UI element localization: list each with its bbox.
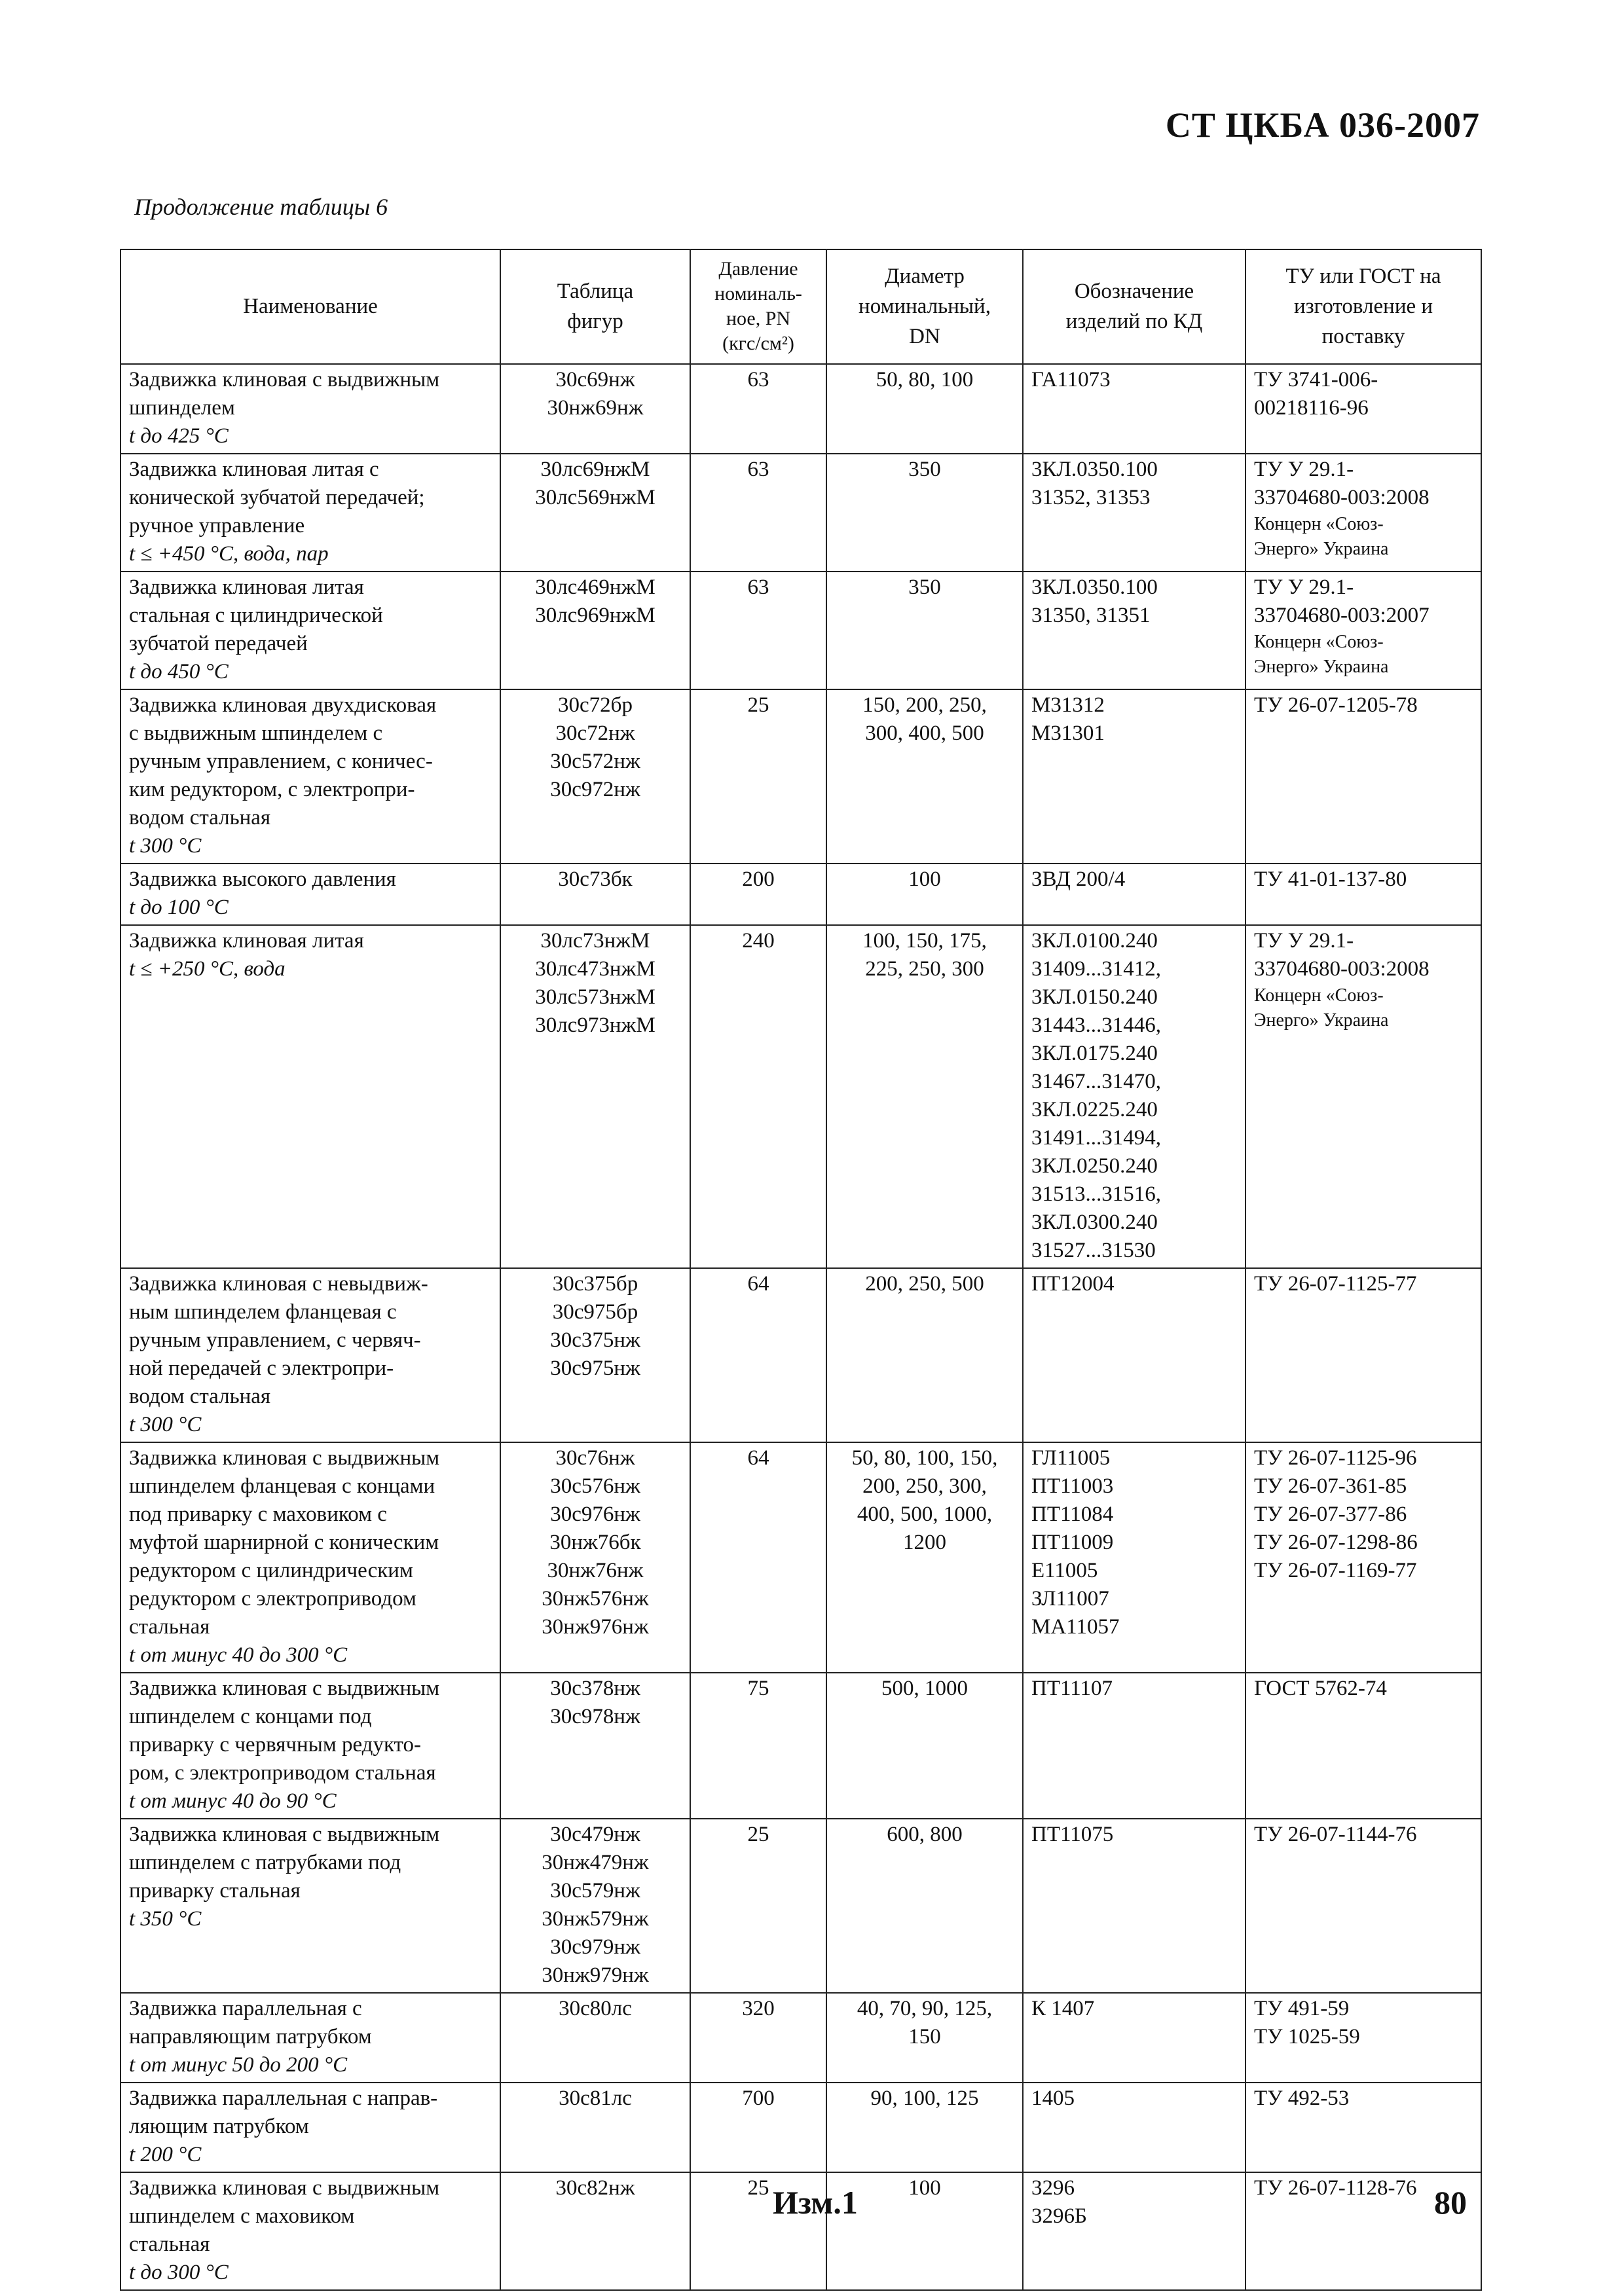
temperature-condition: t ≤ +250 °C, вода xyxy=(129,957,286,981)
cell-name-line: Задвижка клиновая с выдвижным xyxy=(129,368,440,392)
cell-diameter xyxy=(826,864,1023,925)
cell-tu-line: ТУ У 29.1- xyxy=(1254,575,1354,599)
cell-tu-line: ТУ 26-07-1169-77 xyxy=(1254,1559,1417,1582)
temperature-condition: t до 100 °C xyxy=(129,896,229,919)
cell-diameter xyxy=(826,364,1023,454)
cell-pressure xyxy=(690,864,826,925)
cell-name-line: Задвижка параллельная с направ- xyxy=(129,2086,438,2110)
cell-diameter xyxy=(826,454,1023,572)
temperature-condition: t 200 °C xyxy=(129,2143,202,2166)
cell-figures-line: 30с81лс xyxy=(559,2086,632,2110)
cell-name xyxy=(120,689,500,864)
cell-pressure-value: 25 xyxy=(747,2176,769,2200)
cell-designation xyxy=(1023,364,1246,454)
cell-name xyxy=(120,572,500,689)
cell-designation-line: 1405 xyxy=(1031,2086,1075,2110)
cell-figures-line: 30с975бр xyxy=(552,1300,638,1324)
cell-tu-gost xyxy=(1246,1819,1481,1993)
cell-figures-line: 30лс473нжМ xyxy=(535,957,655,981)
cell-designation xyxy=(1023,2083,1246,2172)
cell-figures-line: 30с975нж xyxy=(550,1357,640,1380)
cell-tu-line: ТУ 26-07-1298-86 xyxy=(1254,1531,1418,1554)
cell-tu-gost xyxy=(1246,864,1481,925)
cell-designation xyxy=(1023,1993,1246,2083)
cell-designation xyxy=(1023,2172,1246,2290)
cell-designation-line: 3КЛ.0250.240 xyxy=(1031,1154,1158,1178)
cell-figures-line: 30лс73нжМ xyxy=(540,929,650,953)
cell-tu-line: ТУ У 29.1- xyxy=(1254,458,1354,481)
cell-tu-gost xyxy=(1246,1268,1481,1442)
cell-figures-line: 30с69нж xyxy=(555,368,635,392)
cell-tu-gost xyxy=(1246,1673,1481,1819)
page-number: 80 xyxy=(1434,2184,1467,2221)
cell-name-line: Задвижка клиновая с невыдвиж- xyxy=(129,1272,428,1296)
cell-tu-gost xyxy=(1246,572,1481,689)
cell-diameter-line: 600, 800 xyxy=(887,1823,963,1846)
cell-figures xyxy=(500,454,690,572)
cell-figures-line: 30с82нж xyxy=(555,2176,635,2200)
cell-tu-line: ТУ 26-07-1205-78 xyxy=(1254,693,1418,717)
cell-pressure-value: 320 xyxy=(742,1997,775,2020)
cell-designation-line: Е11005 xyxy=(1031,1559,1098,1582)
cell-figures-line: 30нж576нж xyxy=(542,1587,649,1611)
cell-name-line: стальная с цилиндрической xyxy=(129,604,383,627)
cell-figures xyxy=(500,1819,690,1993)
cell-tu-line: ТУ 26-07-1128-76 xyxy=(1254,2176,1417,2200)
cell-name-line: ручным управлением, с червяч- xyxy=(129,1328,421,1352)
cell-pressure xyxy=(690,1442,826,1673)
cell-figures xyxy=(500,572,690,689)
column-header-tu-gost: ТУ или ГОСТ на изготовление и поставку xyxy=(1246,249,1481,364)
revision-label: Изм.1 xyxy=(773,2184,858,2221)
cell-figures xyxy=(500,1442,690,1673)
cell-figures-line: 30нж76нж xyxy=(547,1559,644,1582)
column-header-designation: Обозначение изделий по КД xyxy=(1023,249,1246,364)
table-row xyxy=(120,925,1481,1268)
cell-figures-line: 30с375бр xyxy=(552,1272,638,1296)
cell-pressure-value: 64 xyxy=(747,1272,769,1296)
cell-designation xyxy=(1023,1268,1246,1442)
cell-figures-line: 30с972нж xyxy=(550,778,640,801)
cell-designation xyxy=(1023,864,1246,925)
cell-name-line: зубчатой передачей xyxy=(129,632,308,655)
cell-pressure-value: 25 xyxy=(747,1823,769,1846)
temperature-condition: t до 300 °C xyxy=(129,2261,229,2284)
cell-diameter xyxy=(826,1819,1023,1993)
temperature-condition: t 300 °C xyxy=(129,834,202,858)
cell-designation-line: 3КЛ.0350.100 xyxy=(1031,575,1158,599)
cell-name-line: стальная xyxy=(129,1615,210,1639)
cell-diameter-line: 150, 200, 250, xyxy=(862,693,987,717)
table-header-row xyxy=(120,249,1481,364)
cell-figures-line: 30нж979нж xyxy=(542,1963,649,1987)
cell-designation-line: 31513...31516, xyxy=(1031,1182,1161,1206)
cell-figures xyxy=(500,1673,690,1819)
cell-diameter-line: 50, 80, 100 xyxy=(876,368,974,392)
cell-designation-line: М31312 xyxy=(1031,693,1105,717)
cell-diameter xyxy=(826,689,1023,864)
cell-diameter xyxy=(826,1442,1023,1673)
column-header-name: Наименование xyxy=(120,249,500,364)
cell-designation-line: 3КЛ.0150.240 xyxy=(1031,985,1158,1009)
table-row xyxy=(120,2083,1481,2172)
cell-name-line: Задвижка клиновая с выдвижным xyxy=(129,1446,440,1470)
column-header-figure-table: Таблица фигур xyxy=(500,249,690,364)
cell-designation-line: МА11057 xyxy=(1031,1615,1120,1639)
temperature-condition: t от минус 40 до 300 °C xyxy=(129,1643,348,1667)
cell-diameter-line: 100 xyxy=(908,867,941,891)
cell-designation-line: ГА11073 xyxy=(1031,368,1111,392)
cell-designation-line: ГЛ11005 xyxy=(1031,1446,1111,1470)
cell-figures-line: 30с976нж xyxy=(550,1503,640,1526)
cell-designation-line: 3КЛ.0350.100 xyxy=(1031,458,1158,481)
cell-designation-line: 3296 xyxy=(1031,2176,1075,2200)
cell-diameter-line: 350 xyxy=(908,575,941,599)
temperature-condition: t от минус 40 до 90 °C xyxy=(129,1789,337,1813)
cell-figures-line: 30с72нж xyxy=(555,721,635,745)
cell-name-line: шпинделем с маховиком xyxy=(129,2204,355,2228)
cell-name-line: шпинделем с концами под xyxy=(129,1705,372,1728)
cell-figures-line: 30с73бк xyxy=(558,867,633,891)
table-row xyxy=(120,1993,1481,2083)
cell-tu-gost xyxy=(1246,925,1481,1268)
cell-tu-line: ТУ 1025-59 xyxy=(1254,2025,1360,2049)
cell-figures-line: 30с80лс xyxy=(559,1997,632,2020)
cell-tu-manufacturer: Энерго» Украина xyxy=(1254,539,1389,559)
cell-figures xyxy=(500,2172,690,2290)
cell-figures-line: 30с72бр xyxy=(558,693,633,717)
cell-designation-line: К 1407 xyxy=(1031,1997,1095,2020)
cell-name-line: приварку с червячным редукто- xyxy=(129,1733,422,1757)
cell-figures-line: 30с375нж xyxy=(550,1328,640,1352)
cell-diameter-line: 1200 xyxy=(903,1531,946,1554)
cell-pressure-value: 700 xyxy=(742,2086,775,2110)
cell-designation-line: ЗВД 200/4 xyxy=(1031,867,1126,891)
cell-diameter-line: 500, 1000 xyxy=(881,1677,968,1700)
cell-pressure-value: 200 xyxy=(742,867,775,891)
cell-name-line: муфтой шарнирной с коническим xyxy=(129,1531,439,1554)
cell-tu-gost xyxy=(1246,1442,1481,1673)
cell-name-line: Задвижка параллельная с xyxy=(129,1997,362,2020)
cell-pressure xyxy=(690,364,826,454)
cell-tu-gost xyxy=(1246,454,1481,572)
cell-name-line: шпинделем xyxy=(129,396,235,420)
cell-designation-line: ЗЛ11007 xyxy=(1031,1587,1109,1611)
cell-name xyxy=(120,364,500,454)
cell-diameter xyxy=(826,1993,1023,2083)
cell-figures-line: 30нж579нж xyxy=(542,1907,649,1931)
cell-pressure xyxy=(690,1268,826,1442)
cell-name-line: ручным управлением, с коничес- xyxy=(129,750,433,773)
cell-name xyxy=(120,2083,500,2172)
cell-name xyxy=(120,925,500,1268)
cell-name-line: Задвижка высокого давления xyxy=(129,867,396,891)
cell-designation-line: 3КЛ.0300.240 xyxy=(1031,1211,1158,1234)
table-row xyxy=(120,1268,1481,1442)
cell-designation-line: ПТ12004 xyxy=(1031,1272,1115,1296)
cell-figures-line: 30с978нж xyxy=(550,1705,640,1728)
cell-pressure-value: 25 xyxy=(747,693,769,717)
cell-pressure xyxy=(690,1819,826,1993)
cell-figures-line: 30лс69нжМ xyxy=(540,458,650,481)
cell-designation xyxy=(1023,1673,1246,1819)
cell-diameter-line: 150 xyxy=(908,2025,941,2049)
table-body xyxy=(120,364,1481,2290)
cell-tu-manufacturer: Концерн «Союз- xyxy=(1254,514,1384,534)
cell-name xyxy=(120,2172,500,2290)
cell-figures xyxy=(500,1268,690,1442)
table-row xyxy=(120,454,1481,572)
cell-figures-line: 30с76нж xyxy=(555,1446,635,1470)
cell-name-line: приварку стальная xyxy=(129,1879,301,1903)
cell-figures-line: 30нж479нж xyxy=(542,1851,649,1874)
cell-name-line: Задвижка клиновая литая с xyxy=(129,458,379,481)
cell-name-line: под приварку с маховиком с xyxy=(129,1503,387,1526)
cell-designation-line: М31301 xyxy=(1031,721,1105,745)
cell-pressure xyxy=(690,1673,826,1819)
cell-designation xyxy=(1023,1442,1246,1673)
cell-designation-line: 31491...31494, xyxy=(1031,1126,1161,1150)
cell-pressure-value: 63 xyxy=(747,575,769,599)
cell-diameter xyxy=(826,1673,1023,1819)
table-continuation-caption: Продолжение таблицы 6 xyxy=(134,194,388,220)
cell-name-line: ром, с электроприводом стальная xyxy=(129,1761,436,1785)
cell-tu-line: ТУ 26-07-377-86 xyxy=(1254,1503,1407,1526)
cell-tu-gost xyxy=(1246,364,1481,454)
cell-figures xyxy=(500,364,690,454)
cell-designation-line: ПТ11107 xyxy=(1031,1677,1113,1700)
temperature-condition: t до 425 °C xyxy=(129,424,229,448)
cell-tu-line: ТУ 491-59 xyxy=(1254,1997,1350,2020)
cell-pressure-value: 75 xyxy=(747,1677,769,1700)
column-header-pressure: Давление номиналь- ное, PN (кгс/см²) xyxy=(690,249,826,364)
cell-name xyxy=(120,1268,500,1442)
temperature-condition: t 350 °C xyxy=(129,1907,202,1931)
cell-figures-line: 30лс573нжМ xyxy=(535,985,655,1009)
cell-tu-gost xyxy=(1246,2083,1481,2172)
cell-tu-line: ТУ 3741-006- xyxy=(1254,368,1378,392)
cell-name-line: редуктором с электроприводом xyxy=(129,1587,416,1611)
cell-figures xyxy=(500,925,690,1268)
cell-name-line: с выдвижным шпинделем с xyxy=(129,721,383,745)
valves-table xyxy=(120,249,1482,2291)
cell-tu-manufacturer: Энерго» Украина xyxy=(1254,657,1389,677)
cell-pressure xyxy=(690,689,826,864)
cell-pressure xyxy=(690,572,826,689)
cell-tu-gost xyxy=(1246,1993,1481,2083)
cell-pressure xyxy=(690,1993,826,2083)
cell-figures xyxy=(500,1993,690,2083)
cell-diameter-line: 300, 400, 500 xyxy=(865,721,984,745)
cell-name-line: шпинделем с патрубками под xyxy=(129,1851,401,1874)
cell-tu-line: ТУ 41-01-137-80 xyxy=(1254,867,1407,891)
cell-pressure-value: 63 xyxy=(747,368,769,392)
cell-tu-line: ТУ У 29.1- xyxy=(1254,929,1354,953)
cell-name-line: водом стальная xyxy=(129,1385,271,1408)
cell-figures-line: 30лс569нжМ xyxy=(535,486,655,509)
cell-figures xyxy=(500,864,690,925)
cell-name-line: редуктором с цилиндрическим xyxy=(129,1559,413,1582)
cell-pressure-value: 240 xyxy=(742,929,775,953)
cell-name-line: Задвижка клиновая литая xyxy=(129,929,364,953)
cell-designation-line: 3КЛ.0225.240 xyxy=(1031,1098,1158,1121)
temperature-condition: t до 450 °C xyxy=(129,660,229,683)
cell-figures-line: 30лс973нжМ xyxy=(535,1013,655,1037)
cell-name xyxy=(120,454,500,572)
temperature-condition: t 300 °C xyxy=(129,1413,202,1436)
cell-diameter-line: 90, 100, 125 xyxy=(870,2086,979,2110)
cell-figures-line: 30нж976нж xyxy=(542,1615,649,1639)
cell-name-line: ным шпинделем фланцевая с xyxy=(129,1300,397,1324)
table-row xyxy=(120,364,1481,454)
cell-name-line: водом стальная xyxy=(129,806,271,829)
cell-diameter xyxy=(826,2083,1023,2172)
cell-designation xyxy=(1023,689,1246,864)
table-row xyxy=(120,1673,1481,1819)
cell-name-line: ким редуктором, с электропри- xyxy=(129,778,415,801)
cell-pressure xyxy=(690,454,826,572)
cell-designation-line: 3КЛ.0175.240 xyxy=(1031,1042,1158,1065)
cell-figures-line: 30нж69нж xyxy=(547,396,644,420)
column-header-diameter: Диаметр номинальный, DN xyxy=(826,249,1023,364)
cell-tu-manufacturer: Концерн «Союз- xyxy=(1254,985,1384,1006)
cell-designation-line: 3296Б xyxy=(1031,2204,1087,2228)
cell-pressure xyxy=(690,925,826,1268)
cell-figures-line: 30нж76бк xyxy=(549,1531,641,1554)
cell-figures xyxy=(500,2083,690,2172)
cell-diameter-line: 50, 80, 100, 150, xyxy=(851,1446,998,1470)
cell-diameter-line: 225, 250, 300 xyxy=(865,957,984,981)
table-row xyxy=(120,864,1481,925)
cell-diameter xyxy=(826,925,1023,1268)
cell-designation-line: 3КЛ.0100.240 xyxy=(1031,929,1158,953)
cell-tu-line: ТУ 492-53 xyxy=(1254,2086,1350,2110)
cell-name-line: ручное управление xyxy=(129,514,305,538)
cell-diameter-line: 40, 70, 90, 125, xyxy=(857,1997,993,2020)
cell-diameter-line: 100 xyxy=(908,2176,941,2200)
cell-diameter-line: 200, 250, 500 xyxy=(865,1272,984,1296)
cell-name-line: направляющим патрубком xyxy=(129,2025,372,2049)
cell-name xyxy=(120,1993,500,2083)
cell-name-line: Задвижка клиновая с выдвижным xyxy=(129,2176,440,2200)
cell-tu-line: ТУ 26-07-1125-96 xyxy=(1254,1446,1417,1470)
temperature-condition: t ≤ +450 °C, вода, пар xyxy=(129,542,329,566)
cell-designation-line: 31467...31470, xyxy=(1031,1070,1161,1093)
cell-name-line: шпинделем фланцевая с концами xyxy=(129,1474,435,1498)
cell-diameter-line: 200, 250, 300, xyxy=(862,1474,987,1498)
cell-pressure xyxy=(690,2083,826,2172)
cell-designation-line: 31409...31412, xyxy=(1031,957,1161,981)
cell-name-line: конической зубчатой передачей; xyxy=(129,486,425,509)
cell-designation xyxy=(1023,1819,1246,1993)
cell-designation-line: 31527...31530 xyxy=(1031,1239,1156,1262)
cell-name xyxy=(120,1819,500,1993)
cell-tu-manufacturer: Концерн «Союз- xyxy=(1254,632,1384,652)
cell-name-line: ной передачей с электропри- xyxy=(129,1357,394,1380)
cell-tu-line: ТУ 26-07-1125-77 xyxy=(1254,1272,1417,1296)
cell-diameter-line: 400, 500, 1000, xyxy=(857,1503,993,1526)
cell-designation-line: ПТ11084 xyxy=(1031,1503,1114,1526)
cell-pressure-value: 64 xyxy=(747,1446,769,1470)
cell-designation-line: 31443...31446, xyxy=(1031,1013,1161,1037)
cell-name xyxy=(120,1673,500,1819)
table-row xyxy=(120,572,1481,689)
cell-pressure-value: 63 xyxy=(747,458,769,481)
cell-figures-line: 30с576нж xyxy=(550,1474,640,1498)
cell-figures-line: 30с579нж xyxy=(550,1879,640,1903)
cell-designation-line: 31352, 31353 xyxy=(1031,486,1151,509)
cell-designation-line: ПТ11009 xyxy=(1031,1531,1114,1554)
cell-name-line: ляющим патрубком xyxy=(129,2115,309,2138)
cell-name-line: Задвижка клиновая двухдисковая xyxy=(129,693,437,717)
cell-tu-line: ГОСТ 5762-74 xyxy=(1254,1677,1387,1700)
cell-tu-line: 00218116-96 xyxy=(1254,396,1369,420)
cell-name-line: Задвижка клиновая с выдвижным xyxy=(129,1823,440,1846)
cell-designation-line: ПТ11075 xyxy=(1031,1823,1114,1846)
cell-name-line: стальная xyxy=(129,2232,210,2256)
cell-designation xyxy=(1023,454,1246,572)
cell-tu-line: ТУ 26-07-361-85 xyxy=(1254,1474,1407,1498)
cell-designation xyxy=(1023,925,1246,1268)
cell-name xyxy=(120,864,500,925)
cell-figures-line: 30с479нж xyxy=(550,1823,640,1846)
temperature-condition: t от минус 50 до 200 °C xyxy=(129,2053,348,2077)
cell-name-line: Задвижка клиновая с выдвижным xyxy=(129,1677,440,1700)
cell-tu-line: ТУ 26-07-1144-76 xyxy=(1254,1823,1417,1846)
cell-name xyxy=(120,1442,500,1673)
cell-tu-line: 33704680-003:2008 xyxy=(1254,957,1430,981)
table-row xyxy=(120,1819,1481,1993)
cell-tu-line: 33704680-003:2008 xyxy=(1254,486,1430,509)
cell-figures xyxy=(500,689,690,864)
table-row xyxy=(120,689,1481,864)
cell-diameter-line: 100, 150, 175, xyxy=(862,929,987,953)
cell-name-line: Задвижка клиновая литая xyxy=(129,575,364,599)
cell-figures-line: 30с979нж xyxy=(550,1935,640,1959)
cell-tu-manufacturer: Энерго» Украина xyxy=(1254,1010,1389,1030)
document-code: СТ ЦКБА 036-2007 xyxy=(1165,105,1480,145)
cell-designation xyxy=(1023,572,1246,689)
table-row xyxy=(120,1442,1481,1673)
cell-diameter xyxy=(826,572,1023,689)
cell-figures-line: 30лс969нжМ xyxy=(535,604,655,627)
cell-figures-line: 30лс469нжМ xyxy=(535,575,655,599)
cell-designation-line: ПТ11003 xyxy=(1031,1474,1114,1498)
cell-figures-line: 30с572нж xyxy=(550,750,640,773)
cell-diameter-line: 350 xyxy=(908,458,941,481)
cell-figures-line: 30с378нж xyxy=(550,1677,640,1700)
cell-designation-line: 31350, 31351 xyxy=(1031,604,1151,627)
cell-diameter xyxy=(826,1268,1023,1442)
cell-tu-line: 33704680-003:2007 xyxy=(1254,604,1430,627)
cell-tu-gost xyxy=(1246,689,1481,864)
